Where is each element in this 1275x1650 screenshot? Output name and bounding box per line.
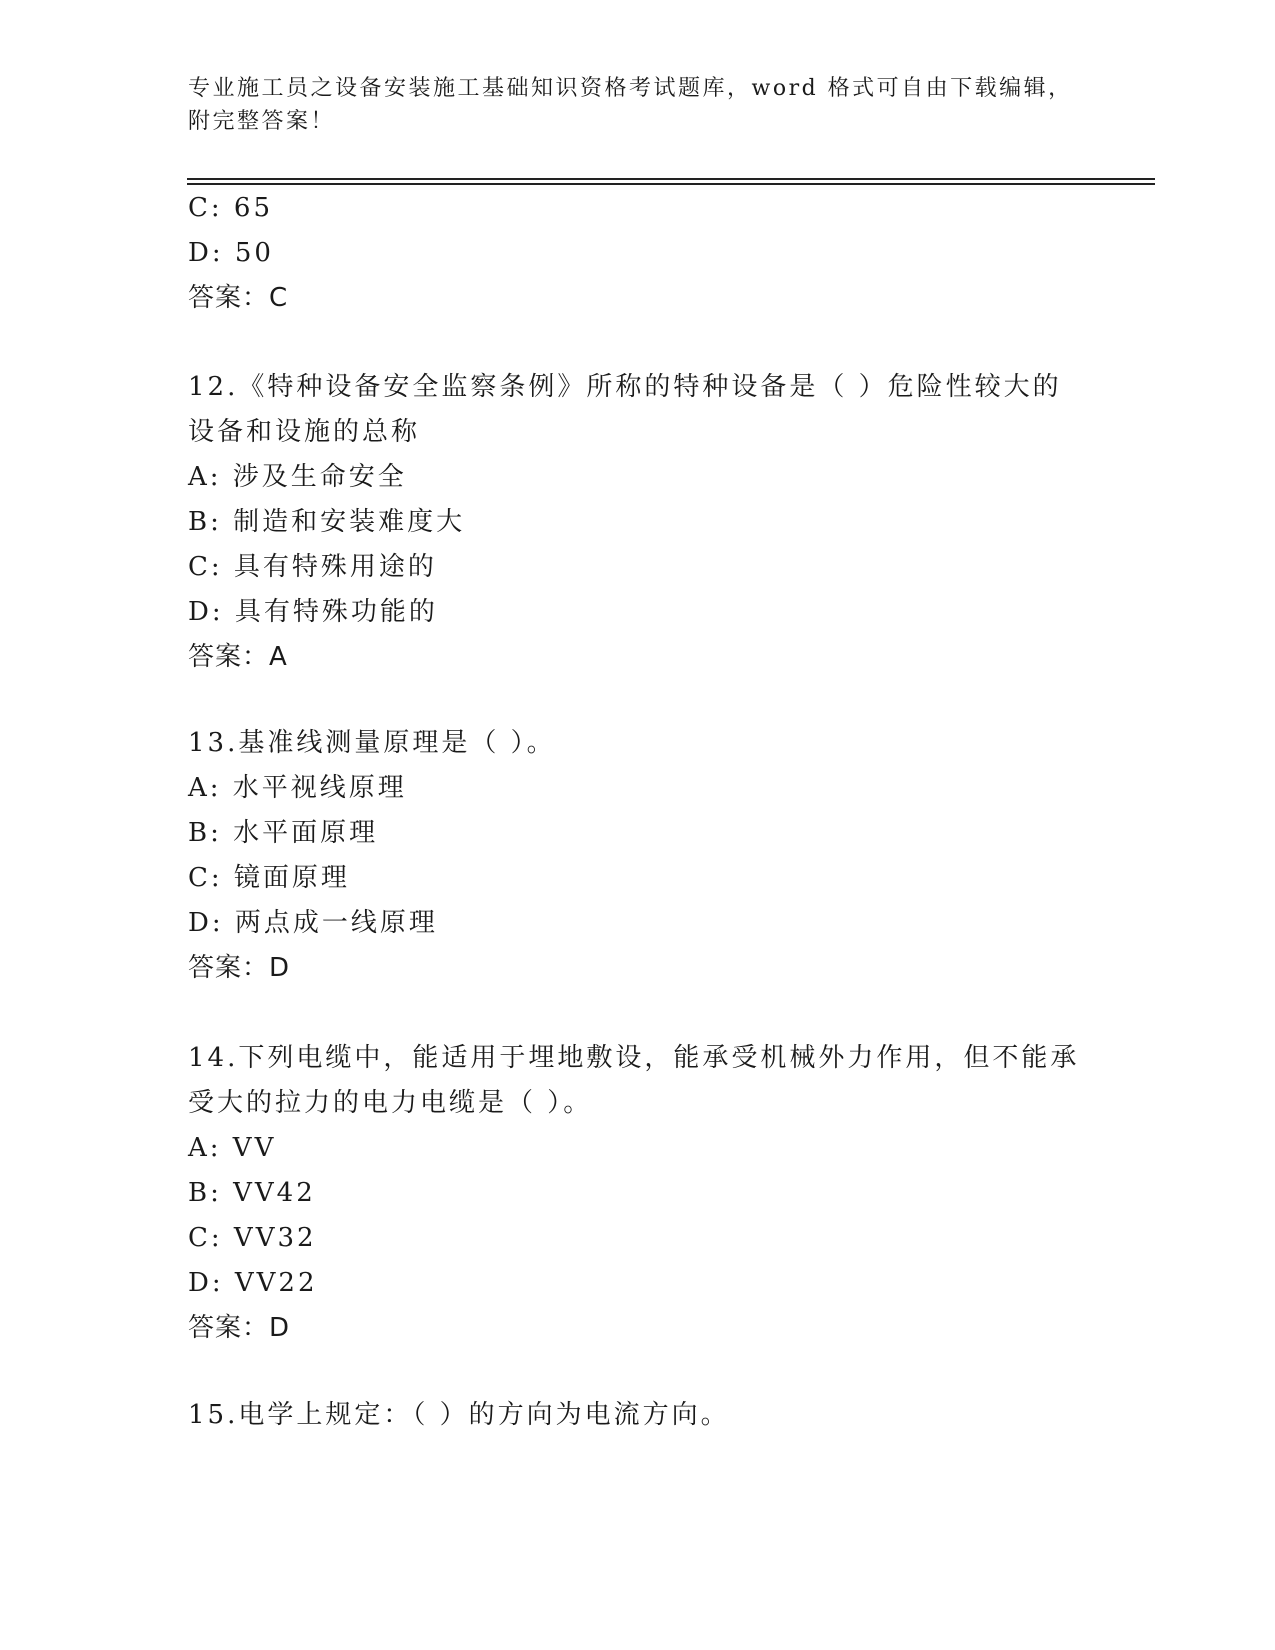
q12-stem-line-1: 12.《特种设备安全监察条例》所称的特种设备是（ ）危险性较大的 — [188, 372, 1062, 402]
q14-stem-line-1: 14.下列电缆中，能适用于埋地敷设，能承受机械外力作用，但不能承 — [188, 1043, 1080, 1073]
q11-option-d: D: 50 — [188, 238, 274, 268]
q11-answer: 答案：C — [188, 283, 289, 313]
q11-option-c: C: 65 — [188, 193, 274, 223]
header-line-2: 附完整答案！ — [188, 109, 336, 134]
header-divider-bottom — [187, 183, 1155, 185]
q12-option-c: C: 具有特殊用途的 — [188, 552, 437, 582]
q13-stem-line-1: 13.基准线测量原理是（ ）。 — [188, 728, 556, 758]
q12-option-a: A: 涉及生命安全 — [188, 462, 407, 492]
q14-answer: 答案：D — [188, 1313, 291, 1343]
q12-answer: 答案：A — [188, 642, 288, 672]
document-header — [188, 72, 1088, 138]
q12-stem-line-2: 设备和设施的总称 — [188, 417, 421, 447]
q12-option-d: D: 具有特殊功能的 — [188, 597, 438, 627]
q14-option-d: D: VV22 — [188, 1268, 318, 1298]
q13-option-c: C: 镜面原理 — [188, 863, 350, 893]
q13-option-d: D: 两点成一线原理 — [188, 908, 438, 938]
q14-option-a: A: VV — [188, 1133, 277, 1163]
q14-stem-line-2: 受大的拉力的电力电缆是（ ）。 — [188, 1088, 593, 1118]
q13-option-b: B: 水平面原理 — [188, 818, 379, 848]
header-line-1: 专业施工员之设备安装施工基础知识资格考试题库，word 格式可自由下载编辑， — [188, 76, 1073, 101]
q13-answer: 答案：D — [188, 953, 291, 983]
header-divider-top — [187, 178, 1155, 180]
q15-stem-line-1: 15.电学上规定：（ ）的方向为电流方向。 — [188, 1400, 730, 1430]
q13-option-a: A: 水平视线原理 — [188, 773, 407, 803]
q14-option-c: C: VV32 — [188, 1223, 317, 1253]
q12-option-b: B: 制造和安装难度大 — [188, 507, 466, 537]
q14-option-b: B: VV42 — [188, 1178, 316, 1208]
